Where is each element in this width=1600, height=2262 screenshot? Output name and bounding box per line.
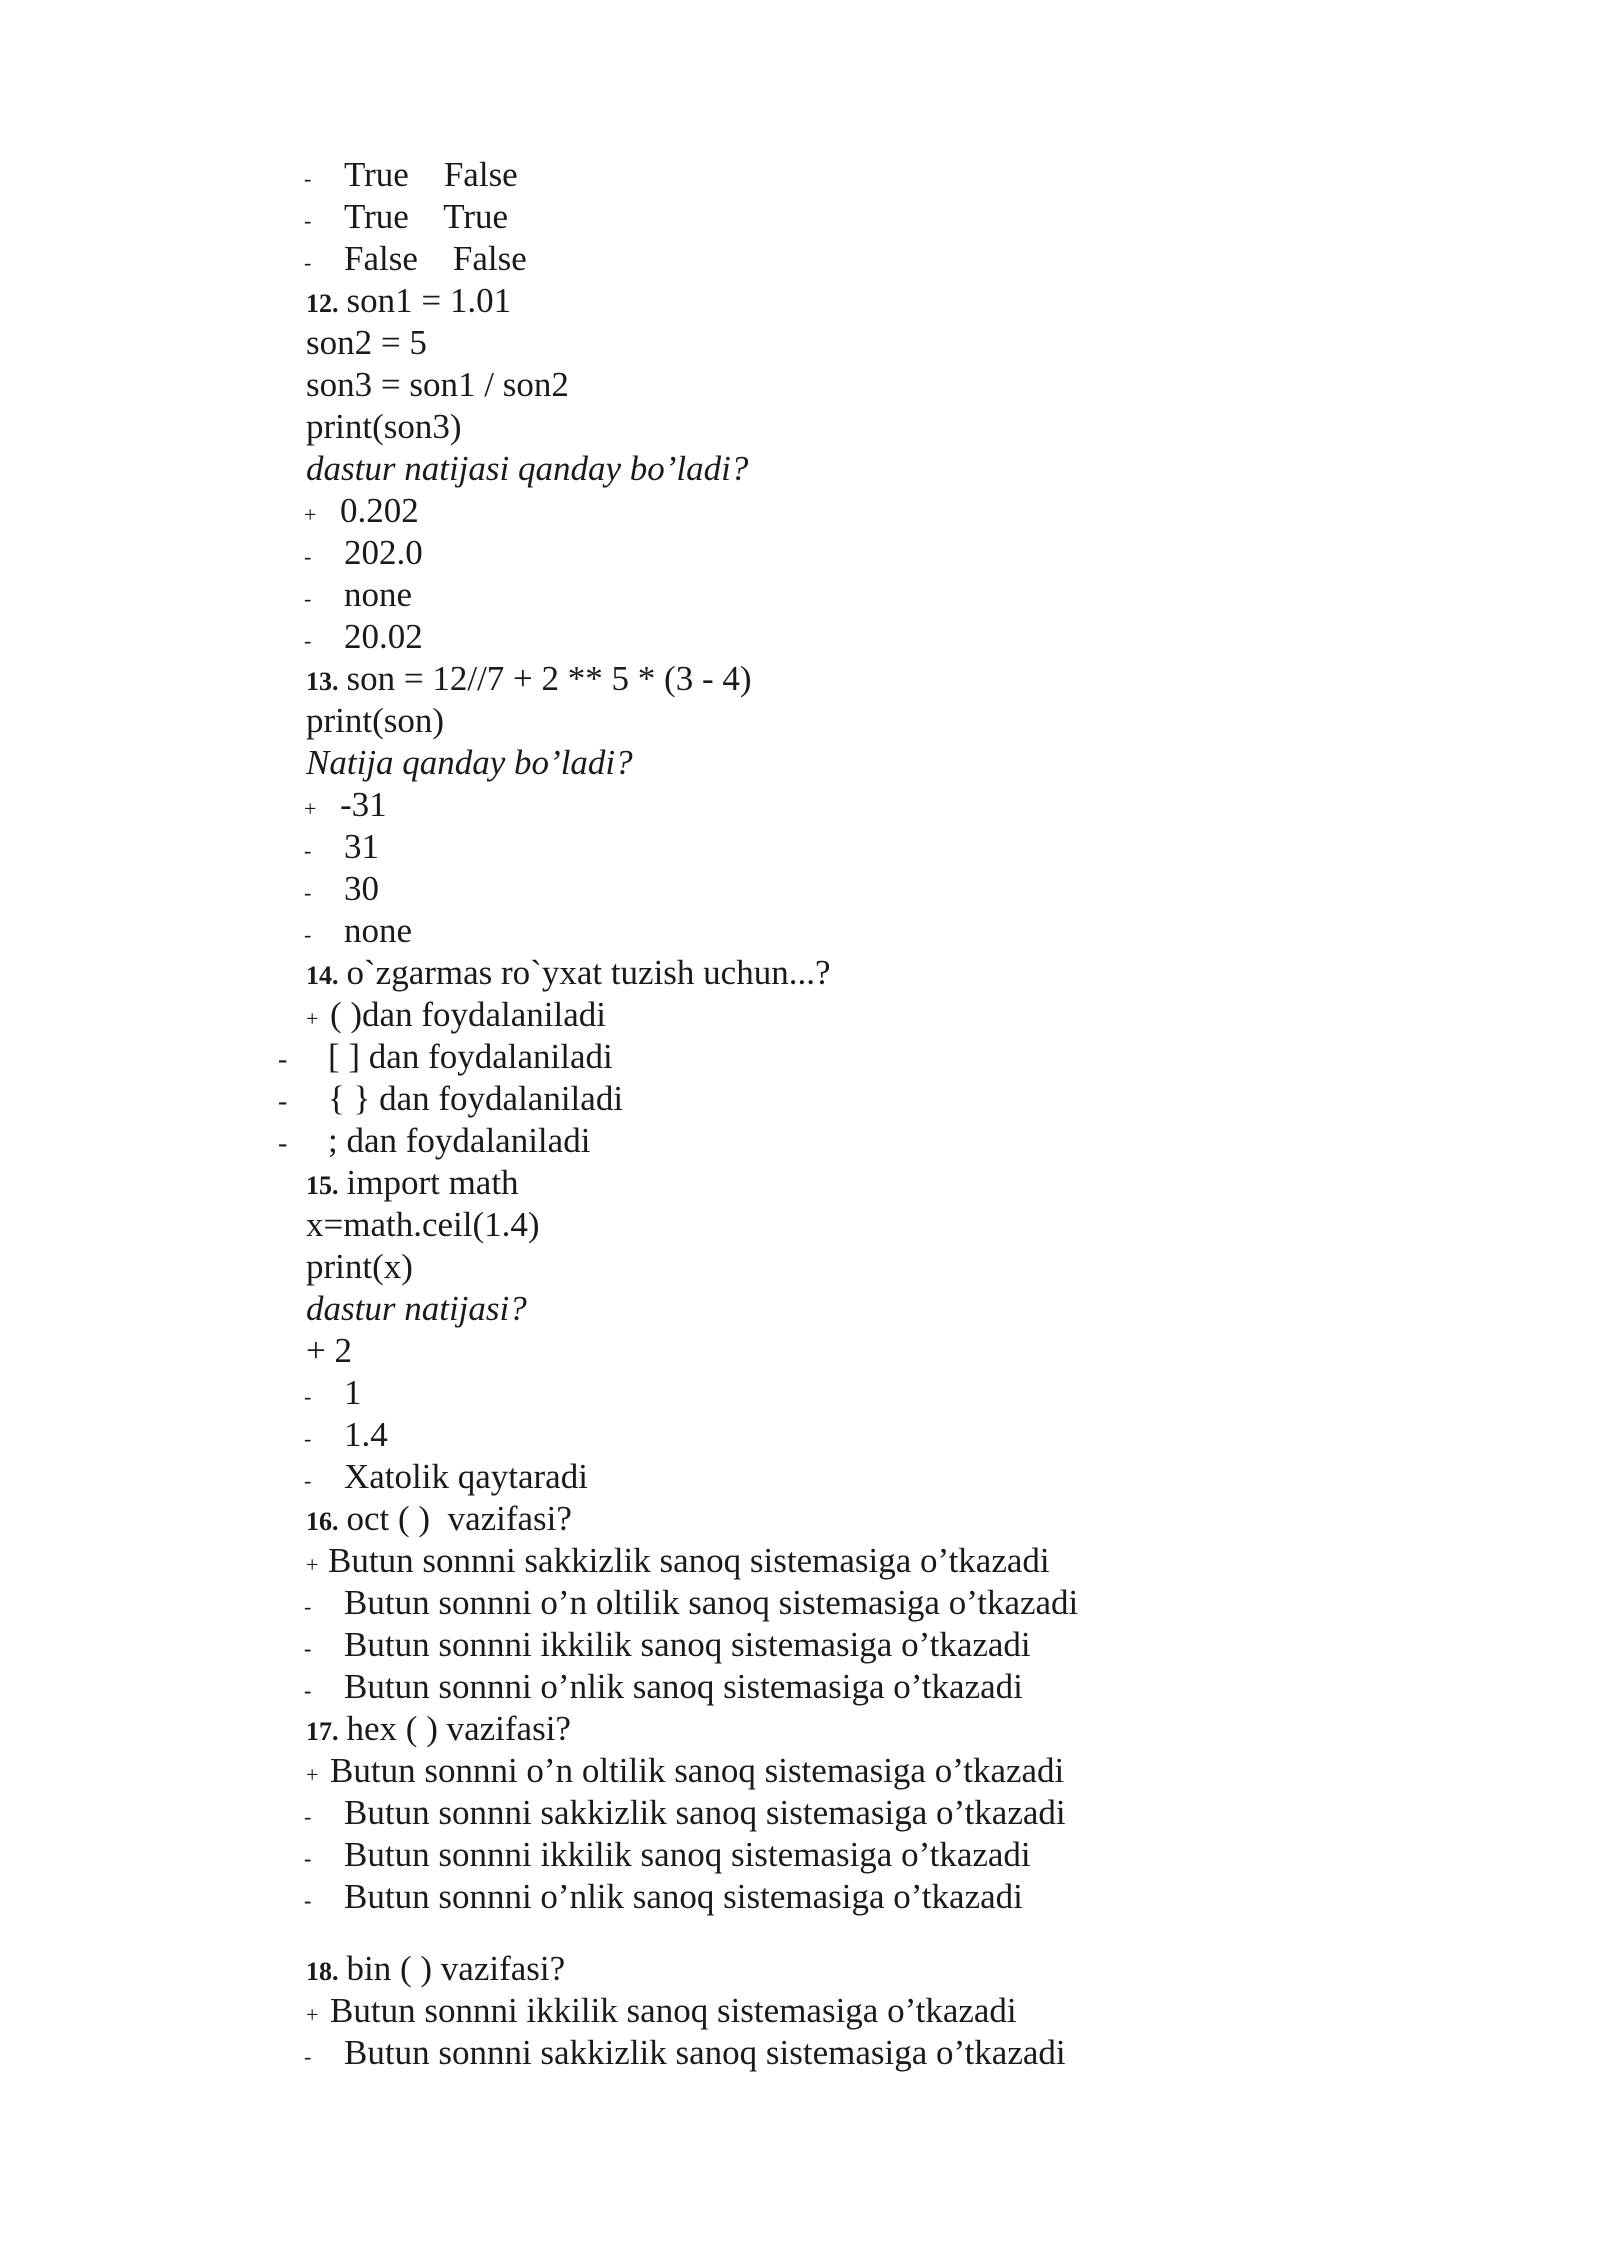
- option-text: ( )dan foydalaniladi: [330, 995, 607, 1034]
- answer-option: [0, 1456, 588, 1498]
- option-text: Butun sonnni ikkilik sanoq sistemasiga o’tkazadi: [344, 1625, 1031, 1664]
- code-line: [0, 364, 569, 406]
- question-12: [0, 280, 511, 322]
- option-marker: -: [278, 1044, 288, 1075]
- question-text: o`zgarmas ro`yxat tuzish uchun...?: [346, 953, 831, 992]
- option-marker: -: [304, 1426, 312, 1451]
- answer-option: [0, 1036, 613, 1078]
- answer-option: [0, 1372, 362, 1414]
- option-text: 0.202: [340, 491, 419, 530]
- answer-option: [0, 1834, 1031, 1876]
- code-text: son3 = son1 / son2: [306, 365, 569, 404]
- option-text: + 2: [306, 1331, 352, 1370]
- option-marker: -: [304, 1678, 312, 1703]
- answer-option-correct: [0, 1750, 1064, 1792]
- option-marker: -: [304, 544, 312, 569]
- code-line: [0, 700, 444, 742]
- code-text: print(son): [306, 701, 445, 740]
- option-text: { } dan foydalaniladi: [328, 1079, 624, 1118]
- option-text: False False: [344, 239, 527, 278]
- answer-option: [0, 238, 527, 280]
- option-text: Butun sonnni o’n oltilik sanoq sistemasiga o’tkazadi: [330, 1751, 1065, 1790]
- answer-option: [0, 196, 508, 238]
- question-number: 12.: [306, 289, 339, 318]
- option-marker: +: [306, 1762, 319, 1787]
- prompt-text: dastur natijasi?: [306, 1289, 527, 1328]
- option-marker: -: [304, 880, 312, 905]
- answer-option-correct: [0, 490, 419, 532]
- question-number: 15.: [306, 1171, 339, 1200]
- question-number: 14.: [306, 961, 339, 990]
- answer-option: [0, 2032, 1066, 2074]
- option-marker: -: [304, 250, 312, 275]
- question-13: [0, 658, 752, 700]
- option-marker: +: [306, 1552, 319, 1577]
- option-text: Butun sonnni o’n oltilik sanoq sistemasiga o’tkazadi: [344, 1583, 1079, 1622]
- option-text: 20.02: [344, 617, 423, 656]
- answer-option: [0, 574, 412, 616]
- option-text: Butun sonnni o’nlik sanoq sistemasiga o’tkazadi: [344, 1877, 1023, 1916]
- code-line: [0, 1204, 540, 1246]
- question-prompt: [0, 448, 748, 490]
- answer-option: [0, 1414, 388, 1456]
- option-text: Butun sonnni o’nlik sanoq sistemasiga o’tkazadi: [344, 1667, 1023, 1706]
- option-marker: -: [304, 1468, 312, 1493]
- question-code: son1 = 1.01: [346, 281, 512, 320]
- answer-option-correct: [0, 784, 387, 826]
- option-text: none: [344, 911, 413, 950]
- question-code: import math: [346, 1163, 519, 1202]
- answer-option: [0, 1666, 1023, 1708]
- question-15: [0, 1162, 519, 1204]
- question-prompt: [0, 1288, 527, 1330]
- option-marker: +: [306, 2002, 319, 2027]
- option-text: none: [344, 575, 413, 614]
- answer-option-correct: [0, 1330, 352, 1372]
- option-text: [ ] dan foydalaniladi: [328, 1037, 613, 1076]
- option-marker: -: [304, 1888, 312, 1913]
- option-marker: -: [304, 1384, 312, 1409]
- question-16: [0, 1498, 572, 1540]
- question-number: 16.: [306, 1507, 339, 1536]
- option-text: Butun sonnni sakkizlik sanoq sistemasiga o’tkazadi: [344, 1793, 1066, 1832]
- option-marker: -: [278, 1086, 288, 1117]
- answer-option: [0, 1624, 1031, 1666]
- option-text: -31: [340, 785, 387, 824]
- option-marker: +: [304, 502, 317, 527]
- answer-option-correct: [0, 1540, 1050, 1582]
- code-text: x=math.ceil(1.4): [306, 1205, 540, 1244]
- option-marker: -: [278, 1128, 288, 1159]
- option-marker: -: [304, 208, 312, 233]
- prompt-text: dastur natijasi qanday bo’ladi?: [306, 449, 749, 488]
- question-number: 13.: [306, 667, 339, 696]
- option-marker: -: [304, 922, 312, 947]
- question-18: [0, 1948, 565, 1990]
- option-marker: -: [304, 166, 312, 191]
- answer-option-correct: [0, 1990, 1017, 2032]
- option-text: 202.0: [344, 533, 423, 572]
- option-text: Butun sonnni sakkizlik sanoq sistemasiga o’tkazadi: [328, 1541, 1050, 1580]
- answer-option: [0, 826, 379, 868]
- question-17: [0, 1708, 571, 1750]
- option-text: True False: [344, 155, 518, 194]
- answer-option: [0, 1792, 1066, 1834]
- question-14: [0, 952, 831, 994]
- option-text: 31: [344, 827, 379, 866]
- option-text: ; dan foydalaniladi: [328, 1121, 591, 1160]
- option-marker: -: [304, 1636, 312, 1661]
- option-marker: -: [304, 628, 312, 653]
- question-number: 17.: [306, 1717, 339, 1746]
- code-text: son2 = 5: [306, 323, 427, 362]
- answer-option: [0, 532, 423, 574]
- prompt-text: Natija qanday bo’ladi?: [306, 743, 633, 782]
- code-text: print(son3): [306, 407, 462, 446]
- code-line: [0, 406, 462, 448]
- answer-option: [0, 868, 379, 910]
- option-text: 30: [344, 869, 379, 908]
- answer-option: [0, 1876, 1023, 1918]
- option-marker: -: [304, 1594, 312, 1619]
- option-marker: +: [306, 1006, 319, 1031]
- option-text: Butun sonnni sakkizlik sanoq sistemasiga o’tkazadi: [344, 2033, 1066, 2072]
- code-text: print(x): [306, 1247, 413, 1286]
- question-prompt: [0, 742, 633, 784]
- code-line: [0, 1246, 413, 1288]
- answer-option-correct: [0, 994, 606, 1036]
- option-marker: -: [304, 838, 312, 863]
- question-text: oct ( ) vazifasi?: [346, 1499, 572, 1538]
- code-line: [0, 322, 427, 364]
- answer-option: [0, 1582, 1078, 1624]
- option-text: 1: [344, 1373, 362, 1412]
- option-text: Butun sonnni ikkilik sanoq sistemasiga o’tkazadi: [330, 1991, 1017, 2030]
- option-text: True True: [344, 197, 509, 236]
- option-text: 1.4: [344, 1415, 388, 1454]
- answer-option: [0, 1120, 590, 1162]
- answer-option: [0, 1078, 623, 1120]
- answer-option: [0, 910, 412, 952]
- option-marker: -: [304, 2044, 312, 2069]
- question-text: bin ( ) vazifasi?: [346, 1949, 566, 1988]
- question-number: 18.: [306, 1957, 339, 1986]
- option-text: Xatolik qaytaradi: [344, 1457, 588, 1496]
- option-marker: -: [304, 1846, 312, 1871]
- option-text: Butun sonnni ikkilik sanoq sistemasiga o’tkazadi: [344, 1835, 1031, 1874]
- option-marker: -: [304, 586, 312, 611]
- option-marker: -: [304, 1804, 312, 1829]
- question-code: son = 12//7 + 2 ** 5 * (3 - 4): [346, 659, 752, 698]
- option-marker: +: [304, 796, 317, 821]
- answer-option: [0, 154, 518, 196]
- answer-option: [0, 616, 423, 658]
- question-text: hex ( ) vazifasi?: [346, 1709, 571, 1748]
